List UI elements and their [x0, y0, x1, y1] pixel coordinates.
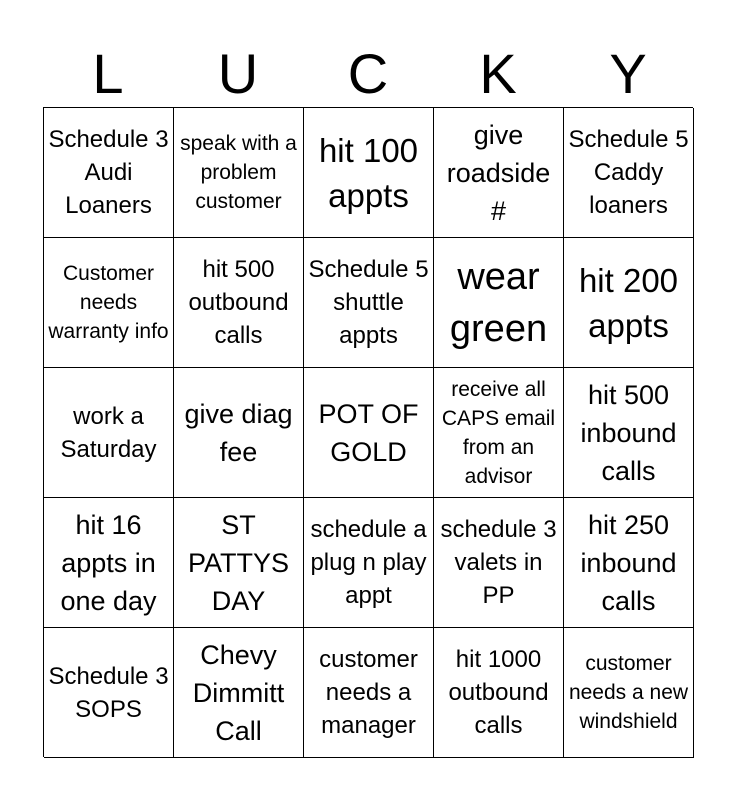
cell-text: Schedule 3 SOPS [48, 662, 169, 723]
header-letter-l: L [92, 42, 124, 105]
cell-text: schedule 3 valets in PP [440, 516, 557, 609]
bingo-cell[interactable] [564, 238, 694, 368]
cell-text: customer needs a manager [319, 646, 418, 739]
cell-text: hit 500 outbound calls [188, 256, 289, 349]
header-letter-u: U [217, 42, 259, 105]
cell-text: Schedule 3 Audi Loaners [48, 126, 169, 219]
header-letter-c: C [347, 42, 389, 105]
cell-text: work a Saturday [60, 402, 157, 463]
cell-text: hit 250 inbound calls [580, 509, 677, 616]
bingo-cell[interactable] [304, 108, 434, 238]
bingo-cell[interactable] [174, 628, 304, 758]
bingo-cell[interactable] [434, 368, 564, 498]
bingo-cell[interactable] [174, 108, 304, 238]
cell-text: customer needs a new windshield [568, 652, 689, 733]
cell-text: POT OF GOLD [318, 398, 419, 467]
cell-text: hit 16 appts in one day [60, 509, 157, 616]
bingo-cell[interactable] [564, 628, 694, 758]
cell-text: hit 1000 outbound calls [448, 646, 549, 739]
bingo-cell[interactable] [44, 628, 174, 758]
cell-text: ST PATTYS DAY [187, 509, 289, 616]
cell-text: hit 200 appts [578, 261, 679, 344]
bingo-cell[interactable] [44, 368, 174, 498]
bingo-cell[interactable] [434, 108, 564, 238]
bingo-cell[interactable] [44, 498, 174, 628]
bingo-cell[interactable] [304, 238, 434, 368]
cell-text: hit 500 inbound calls [580, 379, 677, 486]
bingo-header [43, 42, 693, 106]
cell-text: Schedule 5 shuttle appts [308, 256, 429, 349]
header-letter-y: Y [609, 42, 647, 105]
bingo-cell[interactable] [174, 238, 304, 368]
bingo-cell[interactable] [564, 368, 694, 498]
bingo-cell[interactable] [434, 628, 564, 758]
bingo-cell[interactable] [174, 498, 304, 628]
cell-text: schedule a plug n play appt [310, 516, 427, 609]
bingo-cell[interactable] [304, 628, 434, 758]
bingo-board [43, 107, 693, 757]
cell-text: speak with a problem customer [180, 132, 297, 213]
cell-text: Schedule 5 Caddy loaners [568, 126, 689, 219]
bingo-cell[interactable] [44, 238, 174, 368]
cell-text: wear green [449, 255, 548, 350]
cell-text: give roadside # [446, 119, 551, 226]
bingo-cell[interactable] [564, 498, 694, 628]
cell-text: Chevy Dimmitt Call [192, 639, 285, 746]
header-letter-k: K [479, 42, 517, 105]
bingo-cell[interactable] [44, 108, 174, 238]
bingo-cell[interactable] [434, 238, 564, 368]
bingo-cell[interactable] [564, 108, 694, 238]
cell-text: Customer needs warranty info [48, 262, 169, 343]
bingo-cell[interactable] [434, 498, 564, 628]
bingo-cell[interactable] [304, 498, 434, 628]
cell-text: give diag fee [184, 398, 293, 467]
bingo-cell[interactable] [174, 368, 304, 498]
cell-text: hit 100 appts [318, 131, 419, 214]
cell-text: receive all CAPS email from an advisor [441, 377, 556, 488]
free-space-cell[interactable] [304, 368, 434, 498]
